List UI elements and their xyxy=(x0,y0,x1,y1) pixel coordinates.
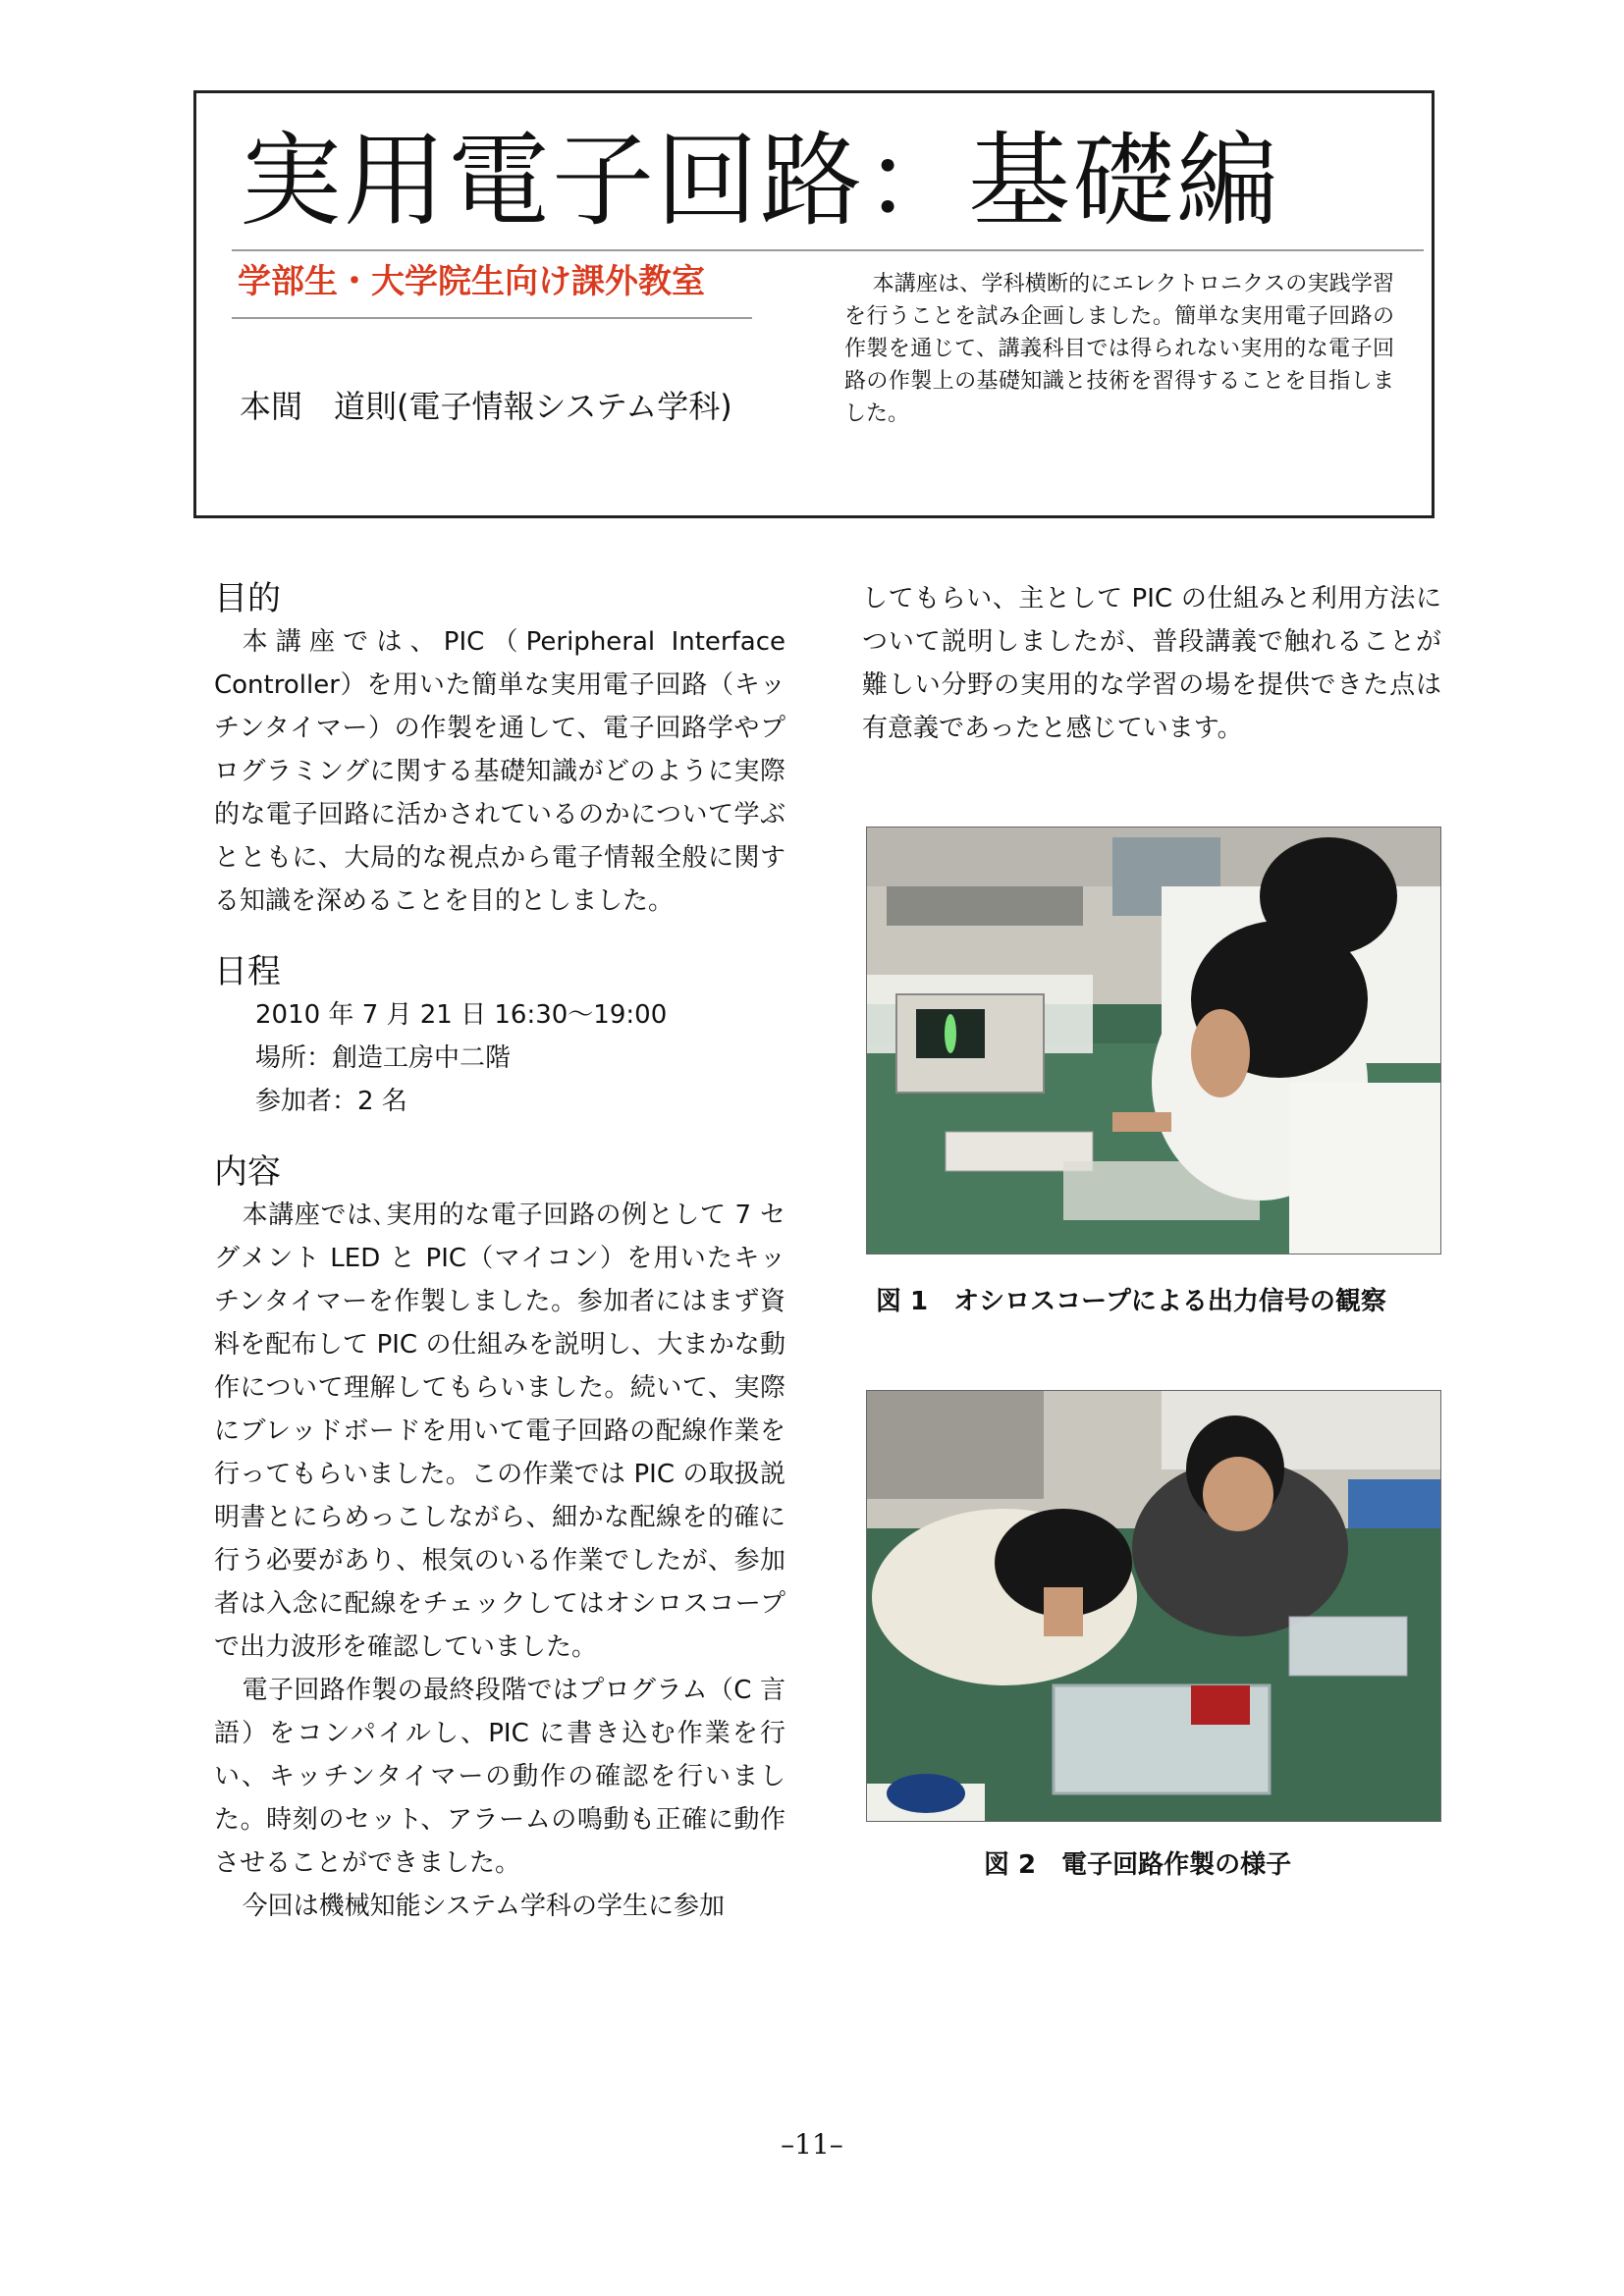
schedule-date: 2010 年 7 月 21 日 16:30～19:00 xyxy=(255,1000,668,1030)
figure-1-photo xyxy=(866,827,1441,1255)
left-column xyxy=(214,577,785,1928)
page-title: 実用電子回路：基礎編 xyxy=(240,121,1281,240)
subtitle: 学部生・大学院生向け課外教室 xyxy=(238,262,705,301)
section-title-purpose: 目的 xyxy=(214,579,281,618)
content-para-2: 電子回路作製の最終段階ではプログラム（C 言語）をコンパイルし、PIC に書き込む作業を行い、キッチンタイマーの動作の確認を行いました。時刻のセット、アラームの鳴動も正確に動作させることができました。 xyxy=(214,1676,785,1878)
header-box xyxy=(193,90,1435,518)
figure-2-photo xyxy=(866,1390,1441,1822)
title-divider xyxy=(232,249,1424,251)
section-title-schedule: 日程 xyxy=(214,952,281,991)
content-para-3-continued: してもらい、主として PIC の仕組みと利用方法について説明しましたが、普段講義で触れることが難しい分野の実用的な学習の場を提供できた点は有意義であったと感じています。 xyxy=(862,584,1441,743)
circuit-building-scene-illustration xyxy=(867,1391,1440,1821)
figure-2-caption: 図 2 電子回路作製の様子 xyxy=(984,1850,1292,1880)
content-para-1: 本講座では､実用的な電子回路の例として 7 セグメント LED と PIC（マイコン）を用いたキッチンタイマーを作製しました。参加者にはまず資料を配布して PIC の仕組みを説明し、大まかな動作について理解してもらいました。続いて、実際にブレッドボードを用いて電子回路の配線作業を行ってもらいました。この作業では PIC の取扱説明書とにらめっこしながら、細かな配線を的確に行う必要があり、根気のいる作業でしたが、参加者は入念に配線をチェックしてはオシロスコープで出力波形を確認していました。 xyxy=(214,1201,785,1662)
right-column xyxy=(862,577,1441,750)
abstract: 本講座は、学科横断的にエレクトロニクスの実践学習を行うことを試み企画しました。簡単な実用電子回路の作製を通じて、講義科目では得られない実用的な電子回路の作製上の基礎知識と技術を習得することを目指しました。 xyxy=(844,272,1394,426)
page-number: –11– xyxy=(781,2128,843,2161)
purpose-body: 本講座では、PIC（Peripheral Interface Controller）を用いた簡単な実用電子回路（キッチンタイマー）の作製を通して、電子回路学やプログラミングに関する基礎知識がどのように実際的な電子回路に活かされているのかについて学ぶとともに、大局的な視点から電子情報全般に関する知識を深めることを目的としました。 xyxy=(214,627,785,916)
schedule-participants: 参加者：2 名 xyxy=(255,1087,407,1116)
author: 本間 道則(電子情報システム学科) xyxy=(240,388,732,425)
figure-1-caption: 図 1 オシロスコープによる出力信号の観察 xyxy=(876,1287,1386,1316)
content-para-3: 今回は機械知能システム学科の学生に参加 xyxy=(242,1892,725,1921)
section-title-content: 内容 xyxy=(214,1152,281,1192)
subtitle-divider xyxy=(232,317,752,319)
schedule-place: 場所：創造工房中二階 xyxy=(255,1043,512,1073)
oscilloscope-scene-illustration xyxy=(867,828,1440,1254)
